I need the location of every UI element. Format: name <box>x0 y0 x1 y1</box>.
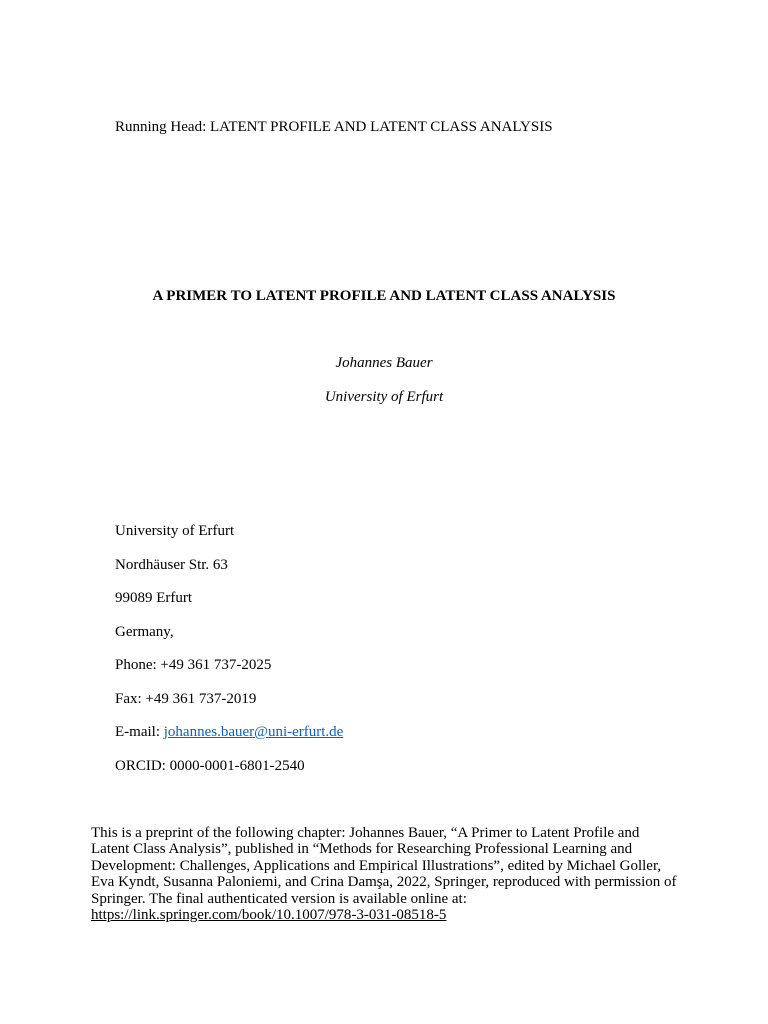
contact-fax: Fax: +49 361 737-2019 <box>115 690 257 707</box>
preprint-text: This is a preprint of the following chapter: Johannes Bauer, “A Primer to Latent Profile and Latent Class Analysis”, published in “Methods for Researching Professional Learning and Development: Challenges, Applications and Empirical Illustrations”, edited by Michael Goller, Eva Kyndt, Susanna Paloniemi, and Crina Damşa, 2022, Springer, reproduced with permission of Springer. The final authenticated version is available online at: <box>91 825 677 907</box>
email-label: E-mail: <box>115 724 164 740</box>
contact-phone: Phone: +49 361 737-2025 <box>115 657 272 673</box>
springer-link[interactable]: https://link.springer.com/book/10.1007/978-3-031-08518-5 <box>91 907 447 924</box>
author-affiliation: University of Erfurt <box>324 389 444 405</box>
contact-institution: University of Erfurt <box>115 523 235 539</box>
contact-email-row <box>115 723 343 741</box>
contact-orcid: ORCID: 0000-0001-6801-2540 <box>115 757 305 774</box>
contact-country: Germany, <box>115 623 174 640</box>
author-name: Johannes Bauer <box>335 355 433 371</box>
contact-city: 99089 Erfurt <box>115 590 193 606</box>
document-title: A PRIMER TO LATENT PROFILE AND LATENT CLASS ANALYSIS <box>152 288 616 304</box>
contact-street: Nordhäuser Str. 63 <box>115 556 228 573</box>
contact-block <box>115 522 343 790</box>
preprint-notice <box>91 825 681 923</box>
running-head: Running Head: LATENT PROFILE AND LATENT CLASS ANALYSIS <box>115 119 553 135</box>
email-link[interactable]: johannes.bauer@uni-erfurt.de <box>163 724 344 740</box>
